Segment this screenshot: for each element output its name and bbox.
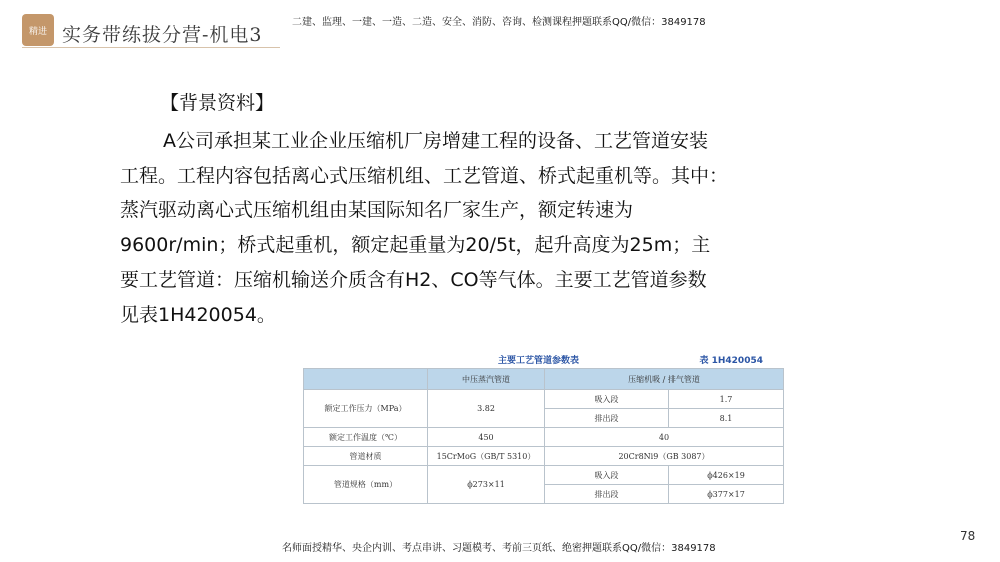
paragraph-line: 工程。工程内容包括离心式压缩机组、工艺管道、桥式起重机等。其中： bbox=[120, 164, 729, 187]
header-divider bbox=[22, 47, 280, 48]
top-banner: 二建、监理、一建、一造、二造、安全、消防、咨询、检测课程押题联系QQ/微信：3849178 bbox=[292, 17, 706, 28]
parameter-table-figure bbox=[303, 350, 783, 518]
bottom-banner: 名师面授精华、央企内训、考点串讲、习题模考、考前三页纸、绝密押题联系QQ/微信：3849178 bbox=[282, 543, 716, 554]
paragraph-line: A公司承担某工业企业压缩机厂房增建工程的设备、工艺管道安装 bbox=[163, 130, 708, 152]
header-compressor-pipe: 压缩机吸 / 排气管道 bbox=[545, 369, 784, 390]
table-caption-number: 表 1H420054 bbox=[699, 356, 763, 366]
paragraph-line: 要工艺管道：压缩机输送介质含有H2、CO等气体。主要工艺管道参数 bbox=[120, 268, 707, 291]
table-row bbox=[304, 390, 784, 409]
section-title: 【背景资料】 bbox=[160, 92, 275, 114]
table-caption-title: 主要工艺管道参数表 bbox=[498, 356, 580, 366]
logo-text: 精进 bbox=[28, 26, 47, 37]
material-steam: 15CrMoG（GB/T 5310） bbox=[428, 447, 545, 466]
pressure-suction: 1.7 bbox=[669, 390, 784, 409]
background-paragraph bbox=[120, 124, 810, 332]
pipeline-parameter-table bbox=[303, 368, 784, 504]
paragraph-line: 9600r/min；桥式起重机，额定起重量为20/5t，起升高度为25m；主 bbox=[120, 234, 711, 257]
table-row bbox=[304, 466, 784, 485]
paragraph-line: 蒸汽驱动离心式压缩机组由某国际知名厂家生产，额定转速为 bbox=[120, 199, 634, 222]
pressure-label: 额定工作压力（MPa） bbox=[304, 390, 428, 428]
discharge-label: 排出段 bbox=[545, 409, 669, 428]
table-header-row bbox=[304, 369, 784, 390]
header-steam-pipe: 中压蒸汽管道 bbox=[428, 369, 545, 390]
spec-suction: ϕ426×19 bbox=[669, 466, 784, 485]
spec-discharge: ϕ377×17 bbox=[669, 485, 784, 504]
paragraph-line: 见表1H420054。 bbox=[120, 303, 276, 326]
table-caption bbox=[303, 350, 783, 368]
pressure-steam: 3.82 bbox=[428, 390, 545, 428]
spec-steam: ϕ273×11 bbox=[428, 466, 545, 504]
material-label: 管道材质 bbox=[304, 447, 428, 466]
temperature-label: 额定工作温度（℃） bbox=[304, 428, 428, 447]
material-compressor: 20Cr8Ni9（GB 3087） bbox=[545, 447, 784, 466]
pressure-discharge: 8.1 bbox=[669, 409, 784, 428]
table-row bbox=[304, 447, 784, 466]
spec-label: 管道规格（mm） bbox=[304, 466, 428, 504]
table-row bbox=[304, 428, 784, 447]
spec-discharge-label: 排出段 bbox=[545, 485, 669, 504]
brand-logo bbox=[22, 14, 54, 46]
suction-label: 吸入段 bbox=[545, 390, 669, 409]
header-empty-cell bbox=[304, 369, 428, 390]
temperature-compressor: 40 bbox=[545, 428, 784, 447]
temperature-steam: 450 bbox=[428, 428, 545, 447]
page-number: 78 bbox=[960, 529, 976, 543]
course-title: 实务带练拔分营-机电3 bbox=[62, 24, 263, 46]
spec-suction-label: 吸入段 bbox=[545, 466, 669, 485]
